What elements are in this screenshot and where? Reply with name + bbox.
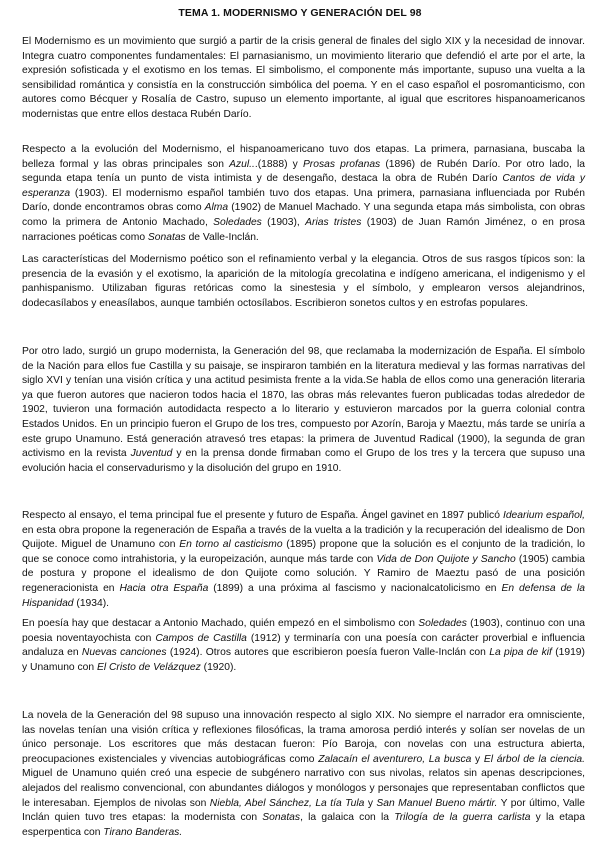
text-run: (1934). — [73, 597, 110, 609]
italic-title-run: El Cristo de Velázquez — [96, 661, 201, 673]
text-run: (1903) de Juan Ramón Jiménez, o en prosa narraciones poéticas como — [22, 216, 585, 243]
text-run: , la galaica con la — [300, 812, 395, 824]
paragraph-novela — [22, 709, 585, 840]
italic-title-run: Sonatas — [262, 812, 301, 824]
text-run: (1902) de Manuel Machado. Y una segunda etapa más simbolista, con obras como la primera de Antonio Machado, — [22, 202, 585, 228]
italic-title-run: Juventud — [130, 448, 173, 460]
text-run: .(1888) y — [254, 158, 303, 170]
italic-title-run: Cantos de vida y esperanza — [22, 173, 585, 199]
text-run: en esta obra propone la regeneración de España a través de la vuelta a la tradición y la recuperación del idealismo de Don Quijote. Miguel de Unamuno con — [22, 524, 585, 551]
text-run: y la etapa esperpentica con — [22, 812, 585, 838]
text-run: Respecto al ensayo, el tema principal fue el presente y futuro de España. Ángel gavinet en 1897 publicó — [22, 510, 503, 521]
paragraph-poesia — [22, 617, 585, 675]
text-run: (1924). Otros autores que escribieron poesía fueron Valle-Inclán con — [166, 647, 490, 659]
italic-title-run: Soledades — [418, 618, 467, 629]
italic-title-run: Alma — [204, 202, 229, 214]
text-run: (1905) cambia de postura y propone el idealismo de don Quijote como solución. Y Ramiro de Maeztu pasó de una posición regeneracionista en — [22, 553, 585, 594]
italic-title-run: Arias tristes — [305, 216, 362, 228]
text-run: Las características del Modernismo poético son el refinamiento verbal y la elegancia. Otros de sus rasgos típicos son: la presencia de la evasión y el exotismo, la aparición de la mitología grecolatina e indígeno americana, el indigenismo y el panhispanismo. Utilizaban figuras retóricas como la sinestesia y el símbolo, y emplearon versos alejandrinos, dodecasílabos y eneasílabos, aunque también octosílabos. Escribieron sonetos cultos y en estrofas populares. — [22, 254, 585, 309]
text-run: y en la prensa donde firmaban como el Grupo de los tres y la tercera que supuso una evolución hacia el conservadurismo y la disolución del grupo en 1910. — [22, 448, 586, 474]
italic-title-run: Campos de Castilla — [155, 632, 247, 644]
paragraph-generacion-98 — [22, 345, 585, 476]
text-run: (1903), continuo con una poesia noventayochista con — [22, 618, 586, 644]
text-run: Respecto a la evolución del Modernismo, el hispanoamericano tuvo dos etapas. La primera, parnasiana, buscaba la belleza formal y las obras principales son — [22, 144, 585, 170]
paragraph-evolucion-modernismo — [22, 143, 585, 245]
text-run: (1919) y Unamuno con — [22, 647, 585, 673]
text-run: de Valle-Inclán. — [185, 231, 259, 243]
page-title: TEMA 1. MODERNISMO Y GENERACIÓN DEL 98 — [178, 7, 422, 19]
text-run: (1912) y terminaría con una poesía con carácter proverbial e influencia andaluza en — [22, 632, 585, 659]
paragraph-ensayo — [22, 509, 585, 611]
text-run: Y por último, Valle Inclán quien tuvo tres etapas: la modernista con — [22, 797, 586, 824]
italic-title-run: Hacia otra España — [119, 582, 209, 594]
italic-title-run: Idearium español, — [502, 510, 585, 521]
text-run: La novela de la Generación del 98 supuso una innovación respecto al siglo XIX. No siempre el narrador era omnisciente, las novelas tenían una visión crítica y reflexiones filosóficas, la trama amorosa perdió interés y solían ser novelas de un único personaje. Los escritores que más destacan fueron: Pío Baroja, con novelas con una estructura abierta, preocupaciones existenciales y vivencias autobiográficas como — [22, 710, 585, 765]
italic-title-run: Soledades — [213, 216, 262, 228]
text-run: y — [471, 753, 484, 765]
italic-title-run: Prosas profanas — [302, 158, 381, 170]
italic-title-run: Sonatas — [147, 231, 186, 243]
text-run: (1920). — [200, 661, 237, 673]
text-run: Por otro lado, surgió un grupo modernista, la Generación del 98, que reclamaba la modernización de España. El símbolo de la Nación para ellos fue Castilla y su paisaje, se inspiraron también en la literatura medieval y las formas narrativas del siglo XVI y tenían una visión crítica y una actitud pesimista frente a la vida.Se habla de ellos como una generación literaria ya que fueron autores que nacieron todos hacia el 1870, las obras más relevantes fueron publicadas todas alrededor de 1902, tuvieron una formación autodidacta respecto a lo literario y estuvieron marcados por la guerra colonial contra Estados Unidos. En un principio fueron el Grupo de los tres, compuesto por Azorín, Baroja y Maeztu, más tarde se uniría a este grupo Unamuno. Está generación atravesó tres etapas: la primera de Juventud Radical (1900), la segunda de gran activismo en la revista — [22, 346, 585, 460]
italic-title-run: Azul.. — [229, 158, 255, 170]
paragraph-modernismo-intro — [22, 35, 585, 123]
text-run: y — [364, 797, 377, 809]
italic-title-run: San Manuel Bueno mártir. — [376, 797, 498, 809]
italic-title-run: El árbol de la ciencia. — [483, 753, 585, 765]
italic-title-run: Trilogía de la guerra carlista — [394, 812, 531, 824]
text-run: En poesía hay que destacar a Antonio Machado, quién empezó en el simbolismo con — [22, 618, 419, 629]
italic-title-run: Zalacaín el aventurero, La busca — [318, 753, 472, 765]
italic-title-run: La pipa de kif — [489, 647, 552, 659]
italic-title-run: Tirano Banderas. — [103, 826, 183, 838]
text-run: El Modernismo es un movimiento que surgió a partir de la crisis general de finales del siglo XIX y la necesidad de innovar. Integra cuatro componentes fundamentales: El parnasianismo, un movimiento literario que defendió el arte por el arte, la expresión sofisticada y el exotismo en los temas. El simbolismo, el componente más importante, supuso una vuelta a la sensibilidad romántica y consistía en la construcción simbólica del poema. Y en el caso español el posromanticismo, con autores como Bécquer y Rosalía de Castro, supuso un elemento importante, al igual que escritores hispanoamericanos modernistas que entre ellos destaca Rubén Darío. — [22, 36, 585, 120]
text-run: (1903). El modernismo español también tuvo dos etapas. Una primera, parnasiana influenciada por Rubén Darío, donde encontramos obras como — [22, 187, 585, 214]
italic-title-run: En torno al casticismo — [179, 539, 283, 551]
italic-title-run: Vida de Don Quijote y Sancho — [376, 553, 516, 565]
text-run: Miguel de Unamuno quién creó una especie de subgénero narrativo con sus nivolas, relatos sin apenas descripciones, alejados del realismo convencional, con abundantes diálogos y monólogos y personajes que representaban conflictos que le interesaban. Ejemplos de nivolas son — [22, 768, 585, 809]
italic-title-run: En defensa de la Hispanidad — [22, 582, 585, 609]
paragraph-caracteristicas — [22, 253, 585, 311]
text-run: (1895) propone que la solución es el conjunto de la tradición, lo que se conoce como intrahistoria, y la europeización, aunque más tarde con — [22, 539, 585, 565]
italic-title-run: Niebla, Abel Sánchez, La tía Tula — [209, 797, 365, 809]
text-run: (1896) de Rubén Darío. Por otro lado, la segunda etapa tenía un punto de vista intimista y de desengaño, destaca la obra de Rubén Darío — [22, 158, 586, 185]
italic-title-run: Nuevas canciones — [81, 647, 167, 659]
text-run: (1903), — [261, 216, 306, 228]
text-run: (1899) a una próxima al fascismo y nacionalcatolicismo en — [208, 582, 502, 594]
